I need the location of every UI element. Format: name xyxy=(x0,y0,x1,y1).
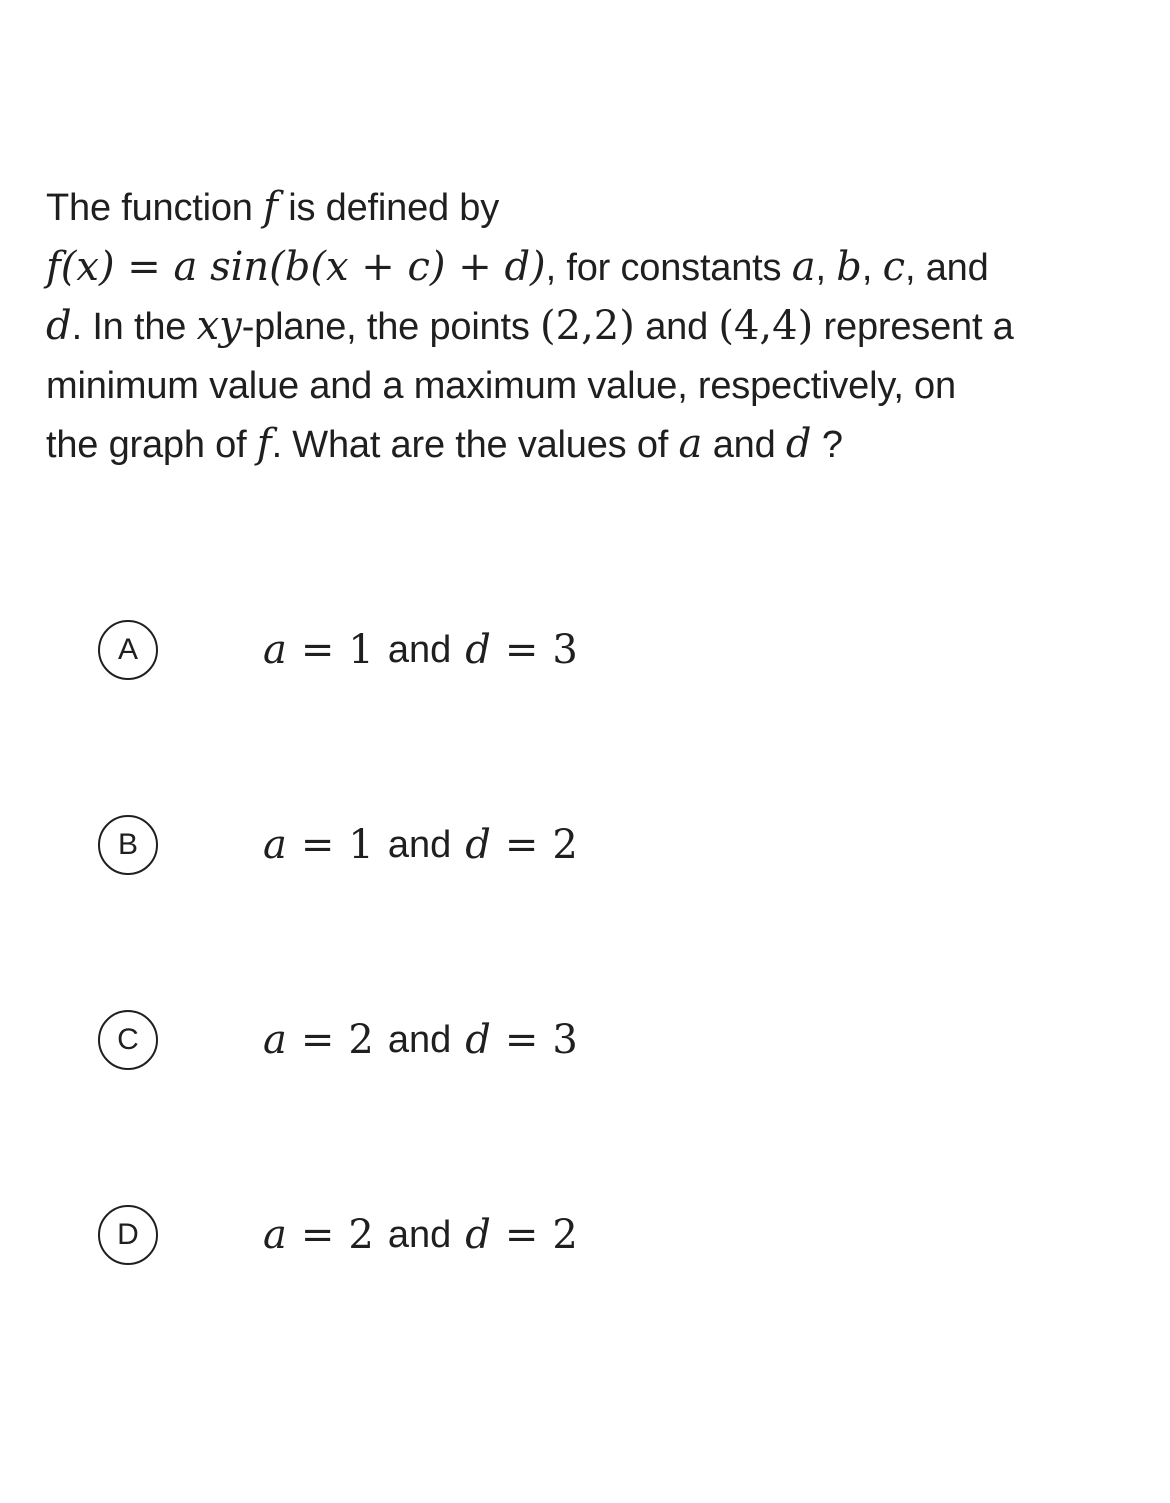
question-line-5: the graph of f. What are the values of a and d ? xyxy=(46,421,843,467)
option-letter-badge: C xyxy=(98,1010,158,1070)
question-line-4: minimum value and a maximum value, respectively, on xyxy=(46,364,956,407)
option-a[interactable] xyxy=(98,620,798,690)
option-c[interactable] xyxy=(98,1010,798,1080)
question-text xyxy=(46,178,1126,475)
option-letter-badge: D xyxy=(98,1205,158,1265)
question-line-1: The function f is defined by xyxy=(46,184,500,230)
option-text: a = 1 and d = 3 xyxy=(263,627,578,673)
function-definition: f(x) = a sin(b(x + c) + d) xyxy=(46,243,546,290)
option-text: a = 2 and d = 3 xyxy=(263,1017,578,1063)
option-letter-badge: B xyxy=(98,815,158,875)
point-minimum: (2,2) xyxy=(540,303,635,349)
question-line-2: f(x) = a sin(b(x + c) + d), for constants a, b, c, and xyxy=(46,243,989,290)
option-letter-badge: A xyxy=(98,620,158,680)
option-text: a = 2 and d = 2 xyxy=(263,1212,578,1258)
option-d[interactable] xyxy=(98,1205,798,1275)
point-maximum: (4,4) xyxy=(718,303,814,349)
option-b[interactable] xyxy=(98,815,798,885)
question-line-3: d. In the xy-plane, the points (2,2) and (4,4) represent a xyxy=(46,303,1014,349)
option-text: a = 1 and d = 2 xyxy=(263,822,578,868)
